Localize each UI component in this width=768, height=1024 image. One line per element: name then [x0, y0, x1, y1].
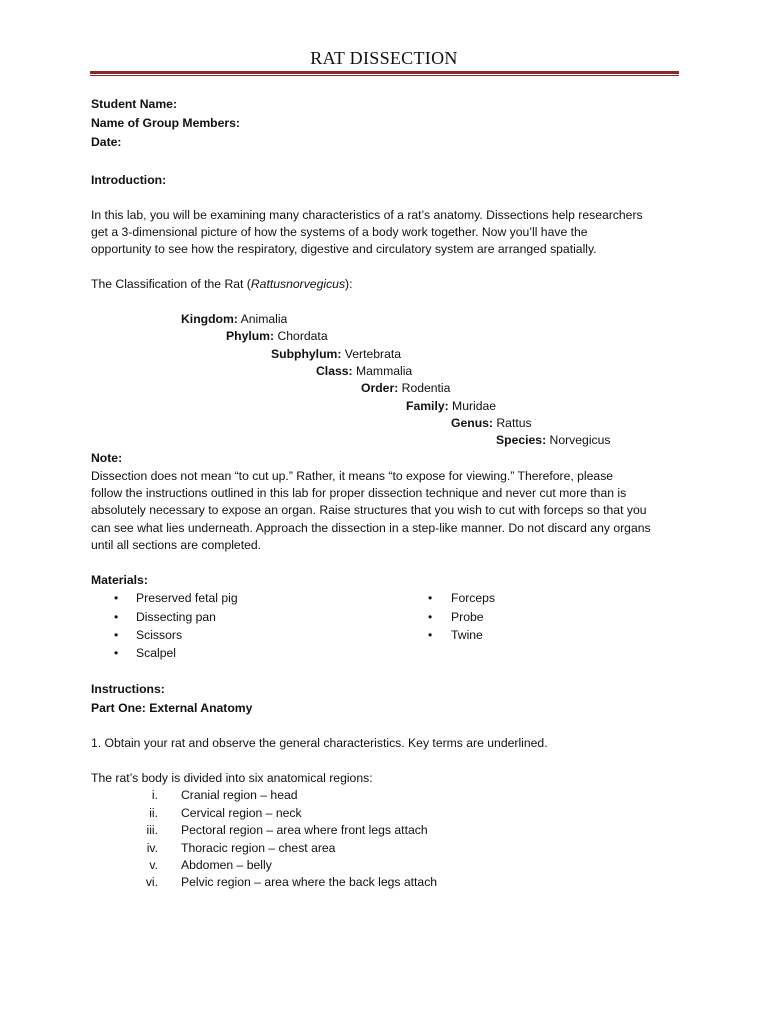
- bullet-icon: •: [114, 646, 119, 660]
- taxon-value: Muridae: [448, 399, 497, 413]
- taxon-class: [316, 364, 412, 379]
- taxon-species: [496, 433, 611, 448]
- taxon-label: Phylum:: [226, 329, 275, 343]
- materials-heading: Materials:: [91, 573, 148, 587]
- bullet-icon: •: [428, 628, 433, 642]
- region-item: Abdomen – belly: [181, 858, 272, 872]
- material-item: Twine: [451, 628, 483, 642]
- region-number: ii.: [149, 806, 158, 820]
- taxon-value: Vertebrata: [341, 347, 402, 361]
- material-item: Probe: [451, 610, 484, 624]
- material-item: Scalpel: [136, 646, 176, 660]
- page-title: RAT DISSECTION: [310, 48, 458, 68]
- classification-intro-text: The Classification of the Rat (: [91, 277, 251, 291]
- classification-intro: [91, 277, 353, 292]
- intro-line-3: opportunity to see how the respiratory, digestive and circulatory system are arranged spatially.: [91, 242, 597, 256]
- region-item: Pelvic region – area where the back legs attach: [181, 875, 438, 889]
- regions-intro: The rat’s body is divided into six anatomical regions:: [91, 771, 373, 785]
- instructions-heading: Instructions:: [91, 682, 165, 696]
- taxon-value: Animalia: [237, 312, 288, 326]
- part-one-heading: Part One: External Anatomy: [91, 701, 253, 715]
- date-label: Date:: [91, 135, 122, 149]
- material-item: Dissecting pan: [136, 610, 216, 624]
- region-item: Thoracic region – chest area: [181, 841, 336, 855]
- taxon-label: Family:: [406, 399, 449, 413]
- taxon-value: Rodentia: [398, 381, 451, 395]
- taxon-label: Kingdom:: [181, 312, 238, 326]
- region-number: vi.: [145, 875, 158, 889]
- taxon-label: Order:: [361, 381, 399, 395]
- classification-intro-close: ):: [345, 277, 353, 291]
- note-line-1: Dissection does not mean “to cut up.” Rather, it means “to expose for viewing.” Therefore, please: [91, 469, 614, 483]
- note-line-4: can see what lies underneath. Approach the dissection in a step-like manner. Do not discard any organs: [91, 521, 651, 535]
- taxon-order: [361, 381, 450, 396]
- bullet-icon: •: [428, 591, 433, 605]
- taxon-label: Class:: [316, 364, 353, 378]
- region-number: i.: [151, 788, 158, 802]
- note-line-3: absolutely necessary to expose an organ. Raise structures that you wish to cut with forceps so that you: [91, 503, 647, 517]
- note-heading: Note:: [91, 451, 123, 465]
- region-item: Cranial region – head: [181, 788, 298, 802]
- region-number: iii.: [146, 823, 158, 837]
- step-1: 1. Obtain your rat and observe the general characteristics. Key terms are underlined.: [91, 736, 548, 750]
- taxon-phylum: [226, 329, 328, 344]
- bullet-icon: •: [114, 610, 119, 624]
- introduction-heading: Introduction:: [91, 173, 167, 187]
- material-item: Scissors: [136, 628, 183, 642]
- taxon-kingdom: [181, 312, 287, 327]
- group-members-label: Name of Group Members:: [91, 116, 240, 130]
- region-number: iv.: [146, 841, 158, 855]
- intro-line-2: get a 3-dimensional picture of how the systems of a body work together. Now you’ll have the: [91, 225, 588, 239]
- bullet-icon: •: [114, 628, 119, 642]
- taxon-label: Genus:: [451, 416, 493, 430]
- taxon-label: Species:: [496, 433, 547, 447]
- taxon-genus: [451, 416, 532, 431]
- region-number: v.: [149, 858, 158, 872]
- taxon-value: Chordata: [274, 329, 328, 343]
- species-scientific-name: Rattusnorvegicus: [250, 277, 346, 291]
- title-rule-thick: [90, 71, 679, 74]
- student-name-label: Student Name:: [91, 97, 177, 111]
- material-item: Forceps: [451, 591, 496, 605]
- taxon-value: Rattus: [492, 416, 532, 430]
- material-item: Preserved fetal pig: [136, 591, 238, 605]
- region-item: Pectoral region – area where front legs attach: [181, 823, 428, 837]
- note-line-2: follow the instructions outlined in this lab for proper dissection technique and never cut more than is: [91, 486, 627, 500]
- title-rule-thin: [90, 75, 679, 76]
- taxon-family: [406, 399, 496, 414]
- taxon-value: Mammalia: [352, 364, 413, 378]
- bullet-icon: •: [428, 610, 433, 624]
- taxon-value: Norvegicus: [546, 433, 611, 447]
- taxon-subphylum: [271, 347, 401, 362]
- region-item: Cervical region – neck: [181, 806, 302, 820]
- bullet-icon: •: [114, 591, 119, 605]
- note-line-5: until all sections are completed.: [91, 538, 262, 552]
- intro-line-1: In this lab, you will be examining many characteristics of a rat’s anatomy. Dissections help researchers: [91, 208, 643, 222]
- taxon-label: Subphylum:: [271, 347, 342, 361]
